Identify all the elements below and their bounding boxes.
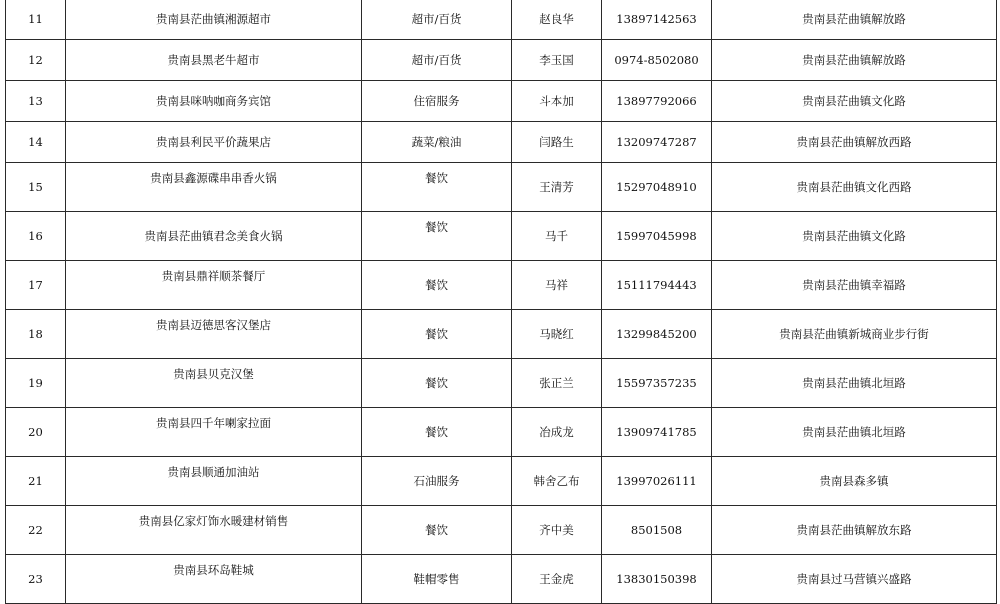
row-number: 22	[6, 506, 66, 555]
table-row	[6, 359, 997, 408]
row-number: 17	[6, 261, 66, 310]
address: 贵南县茫曲镇幸福路	[712, 261, 997, 310]
business-type: 餐饮	[362, 163, 512, 212]
phone-number: 15297048910	[602, 163, 712, 212]
address: 贵南县茫曲镇北垣路	[712, 408, 997, 457]
phone-number: 13897142563	[602, 0, 712, 40]
phone-number: 13997026111	[602, 457, 712, 506]
phone-number: 13897792066	[602, 81, 712, 122]
contact-person: 李玉国	[512, 40, 602, 81]
contact-person: 王金虎	[512, 555, 602, 604]
business-type: 蔬菜/粮油	[362, 122, 512, 163]
business-type: 超市/百货	[362, 0, 512, 40]
row-number: 12	[6, 40, 66, 81]
business-type: 餐饮	[362, 408, 512, 457]
address: 贵南县茫曲镇文化路	[712, 212, 997, 261]
phone-number: 8501508	[602, 506, 712, 555]
contact-person: 韩舍乙布	[512, 457, 602, 506]
table-row	[6, 40, 997, 81]
address: 贵南县茫曲镇新城商业步行街	[712, 310, 997, 359]
table-row	[6, 261, 997, 310]
phone-number: 13299845200	[602, 310, 712, 359]
row-number: 16	[6, 212, 66, 261]
contact-person: 王清芳	[512, 163, 602, 212]
contact-person: 马千	[512, 212, 602, 261]
address: 贵南县茫曲镇解放东路	[712, 506, 997, 555]
business-type: 石油服务	[362, 457, 512, 506]
table-row	[6, 122, 997, 163]
phone-number: 15597357235	[602, 359, 712, 408]
row-number: 13	[6, 81, 66, 122]
contact-person: 斗本加	[512, 81, 602, 122]
merchant-name: 贵南县利民平价蔬果店	[66, 122, 362, 163]
contact-person: 齐中美	[512, 506, 602, 555]
contact-person: 冶成龙	[512, 408, 602, 457]
merchant-name: 贵南县顺通加油站	[66, 457, 362, 506]
merchant-name: 贵南县迈德思客汉堡店	[66, 310, 362, 359]
business-type: 鞋帽零售	[362, 555, 512, 604]
table-row	[6, 310, 997, 359]
row-number: 20	[6, 408, 66, 457]
phone-number: 13830150398	[602, 555, 712, 604]
table-row	[6, 0, 997, 40]
table-row	[6, 212, 997, 261]
business-type: 餐饮	[362, 506, 512, 555]
merchant-name: 贵南县鑫源碟串串香火锅	[66, 163, 362, 212]
address: 贵南县茫曲镇解放西路	[712, 122, 997, 163]
merchant-name: 贵南县贝克汉堡	[66, 359, 362, 408]
merchant-name: 贵南县茫曲镇君念美食火锅	[66, 212, 362, 261]
address: 贵南县茫曲镇北垣路	[712, 359, 997, 408]
address: 贵南县森多镇	[712, 457, 997, 506]
row-number: 23	[6, 555, 66, 604]
table-row	[6, 457, 997, 506]
contact-person: 赵良华	[512, 0, 602, 40]
row-number: 14	[6, 122, 66, 163]
table-row	[6, 555, 997, 604]
business-type: 餐饮	[362, 261, 512, 310]
merchant-name: 贵南县咪呐咖商务宾馆	[66, 81, 362, 122]
business-type: 餐饮	[362, 359, 512, 408]
row-number: 18	[6, 310, 66, 359]
contact-person: 张正兰	[512, 359, 602, 408]
address: 贵南县茫曲镇文化西路	[712, 163, 997, 212]
contact-person: 闫路生	[512, 122, 602, 163]
row-number: 11	[6, 0, 66, 40]
business-type: 餐饮	[362, 212, 512, 261]
phone-number: 0974-8502080	[602, 40, 712, 81]
table-row	[6, 163, 997, 212]
merchant-name: 贵南县黑老牛超市	[66, 40, 362, 81]
merchant-name: 贵南县亿家灯饰水暖建材销售	[66, 506, 362, 555]
address: 贵南县茫曲镇文化路	[712, 81, 997, 122]
phone-number: 13909741785	[602, 408, 712, 457]
merchant-name: 贵南县鼎祥顺茶餐厅	[66, 261, 362, 310]
contact-person: 马祥	[512, 261, 602, 310]
merchant-name: 贵南县茫曲镇湘源超市	[66, 0, 362, 40]
merchant-name: 贵南县四千年喇家拉面	[66, 408, 362, 457]
row-number: 19	[6, 359, 66, 408]
merchant-table	[5, 0, 997, 604]
phone-number: 13209747287	[602, 122, 712, 163]
merchant-name: 贵南县环岛鞋城	[66, 555, 362, 604]
business-type: 餐饮	[362, 310, 512, 359]
phone-number: 15111794443	[602, 261, 712, 310]
business-type: 超市/百货	[362, 40, 512, 81]
address: 贵南县过马营镇兴盛路	[712, 555, 997, 604]
contact-person: 马晓红	[512, 310, 602, 359]
address: 贵南县茫曲镇解放路	[712, 0, 997, 40]
row-number: 21	[6, 457, 66, 506]
table-row	[6, 81, 997, 122]
phone-number: 15997045998	[602, 212, 712, 261]
row-number: 15	[6, 163, 66, 212]
business-type: 住宿服务	[362, 81, 512, 122]
table-row	[6, 408, 997, 457]
table-row	[6, 506, 997, 555]
address: 贵南县茫曲镇解放路	[712, 40, 997, 81]
